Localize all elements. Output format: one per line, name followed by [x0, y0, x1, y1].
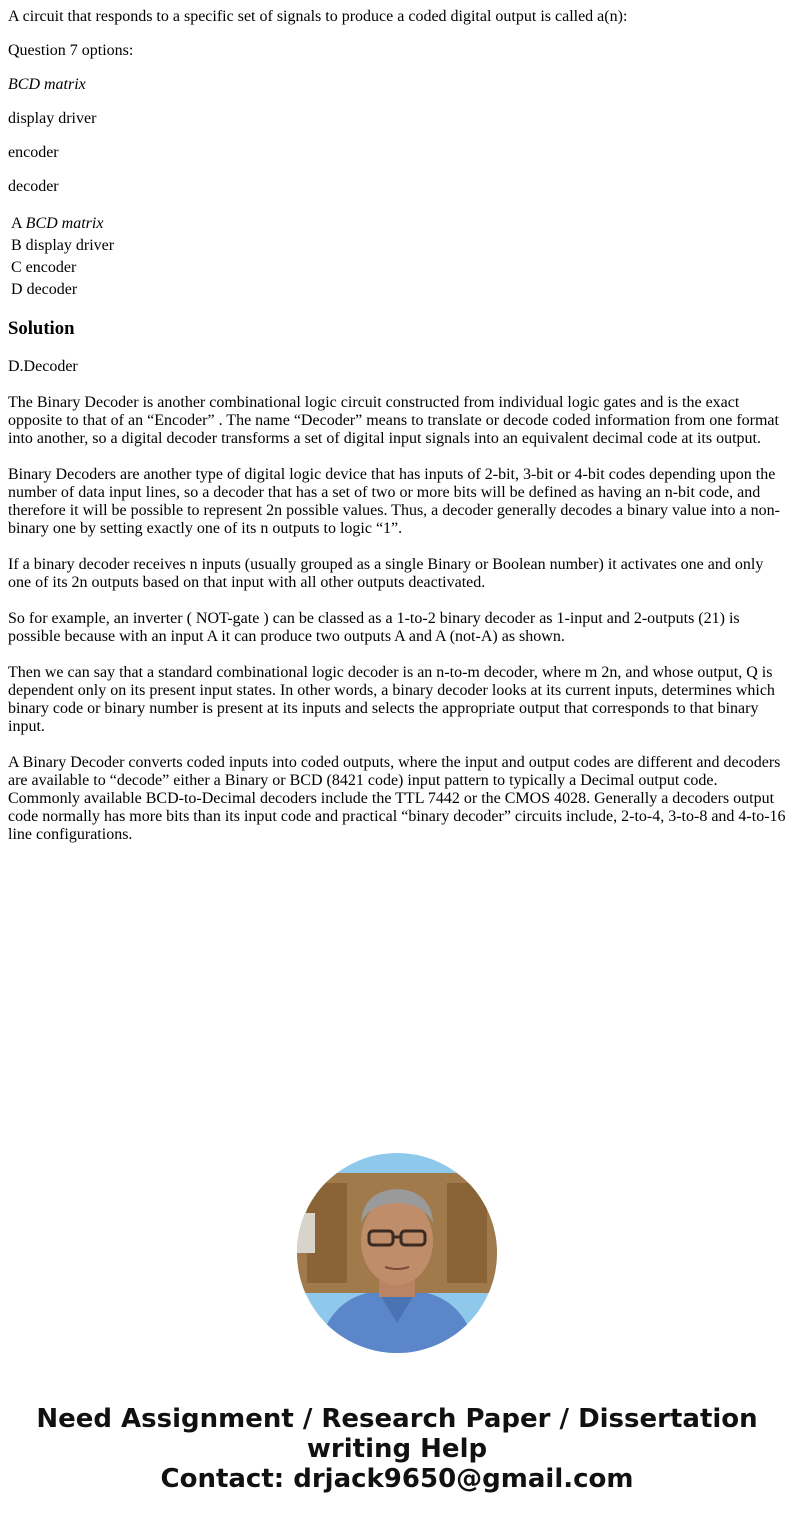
solution-answer: D.Decoder: [8, 358, 78, 375]
question-options-label: Question 7 options:: [8, 42, 134, 59]
answer-text: BCD matrix: [25, 215, 104, 232]
answer-options-table: [8, 212, 117, 302]
option-display-driver: display driver: [8, 110, 97, 127]
option-decoder: decoder: [8, 178, 59, 195]
answer-text: encoder: [25, 259, 77, 276]
answer-row-d: [10, 280, 115, 300]
footer-advertisement: [0, 1404, 794, 1494]
solution-heading: Solution: [8, 318, 75, 339]
option-encoder: encoder: [8, 144, 59, 161]
solution-paragraph: Then we can say that a standard combinational logic decoder is an n-to-m decoder, where m 2n, and whose output, Q is dependent only on its present input states. In other words, a binary decoder looks at its current inputs, determines which binary code or binary number is present at its inputs and selects the appropriate output that corresponds to that binary input.: [8, 664, 775, 735]
document-body: [8, 8, 788, 844]
answer-letter: A: [11, 215, 22, 232]
answer-text: display driver: [25, 237, 115, 254]
author-avatar: [297, 1153, 497, 1353]
question-text: A circuit that responds to a specific set of signals to produce a coded digital output is called a(n):: [8, 8, 628, 25]
footer-line: writing Help: [306, 1434, 488, 1464]
answer-letter: B: [11, 237, 22, 254]
footer-line: Need Assignment / Research Paper / Dissertation: [36, 1404, 758, 1434]
solution-paragraph: Binary Decoders are another type of digital logic device that has inputs of 2-bit, 3-bit or 4-bit codes depending upon the number of data input lines, so a decoder that has a set of two or more bits will be defined as having an n-bit code, and therefore it will be possible to represent 2n possible values. Thus, a decoder generally decodes a binary value into a non-binary one by setting exactly one of its n outputs to logic “1”.: [8, 466, 780, 537]
option-bcd-matrix: BCD matrix: [8, 76, 86, 93]
solution-paragraph: The Binary Decoder is another combinational logic circuit constructed from individual logic gates and is the exact opposite to that of an “Encoder” . The name “Decoder” means to translate or decode coded information from one format into another, so a digital decoder transforms a set of digital input signals into an equivalent decimal code at its output.: [8, 394, 779, 447]
solution-paragraph: If a binary decoder receives n inputs (usually grouped as a single Binary or Boolean number) it activates one and only one of its 2n outputs based on that input with all other outputs deactivated.: [8, 556, 764, 591]
answer-row-c: [10, 258, 115, 278]
answer-row-a: [10, 214, 115, 234]
avatar-portrait-image: [297, 1153, 497, 1353]
answer-letter: C: [11, 259, 22, 276]
answer-letter: D: [11, 281, 23, 298]
solution-paragraph: A Binary Decoder converts coded inputs into coded outputs, where the input and output codes are different and decoders are available to “decode” either a Binary or BCD (8421 code) input pattern to typically a Decimal output code. Commonly available BCD-to-Decimal decoders include the TTL 7442 or the CMOS 4028. Generally a decoders output code normally has more bits than its input code and practical “binary decoder” circuits include, 2-to-4, 3-to-8 and 4-to-16 line configurations.: [8, 754, 786, 843]
answer-text: decoder: [26, 281, 78, 298]
answer-row-b: [10, 236, 115, 256]
solution-paragraph: So for example, an inverter ( NOT-gate ) can be classed as a 1-to-2 binary decoder as 1-input and 2-outputs (21) is possible because with an input A it can produce two outputs A and A (not-A) as shown.: [8, 610, 740, 645]
footer-contact: Contact: drjack9650@gmail.com: [160, 1464, 634, 1494]
